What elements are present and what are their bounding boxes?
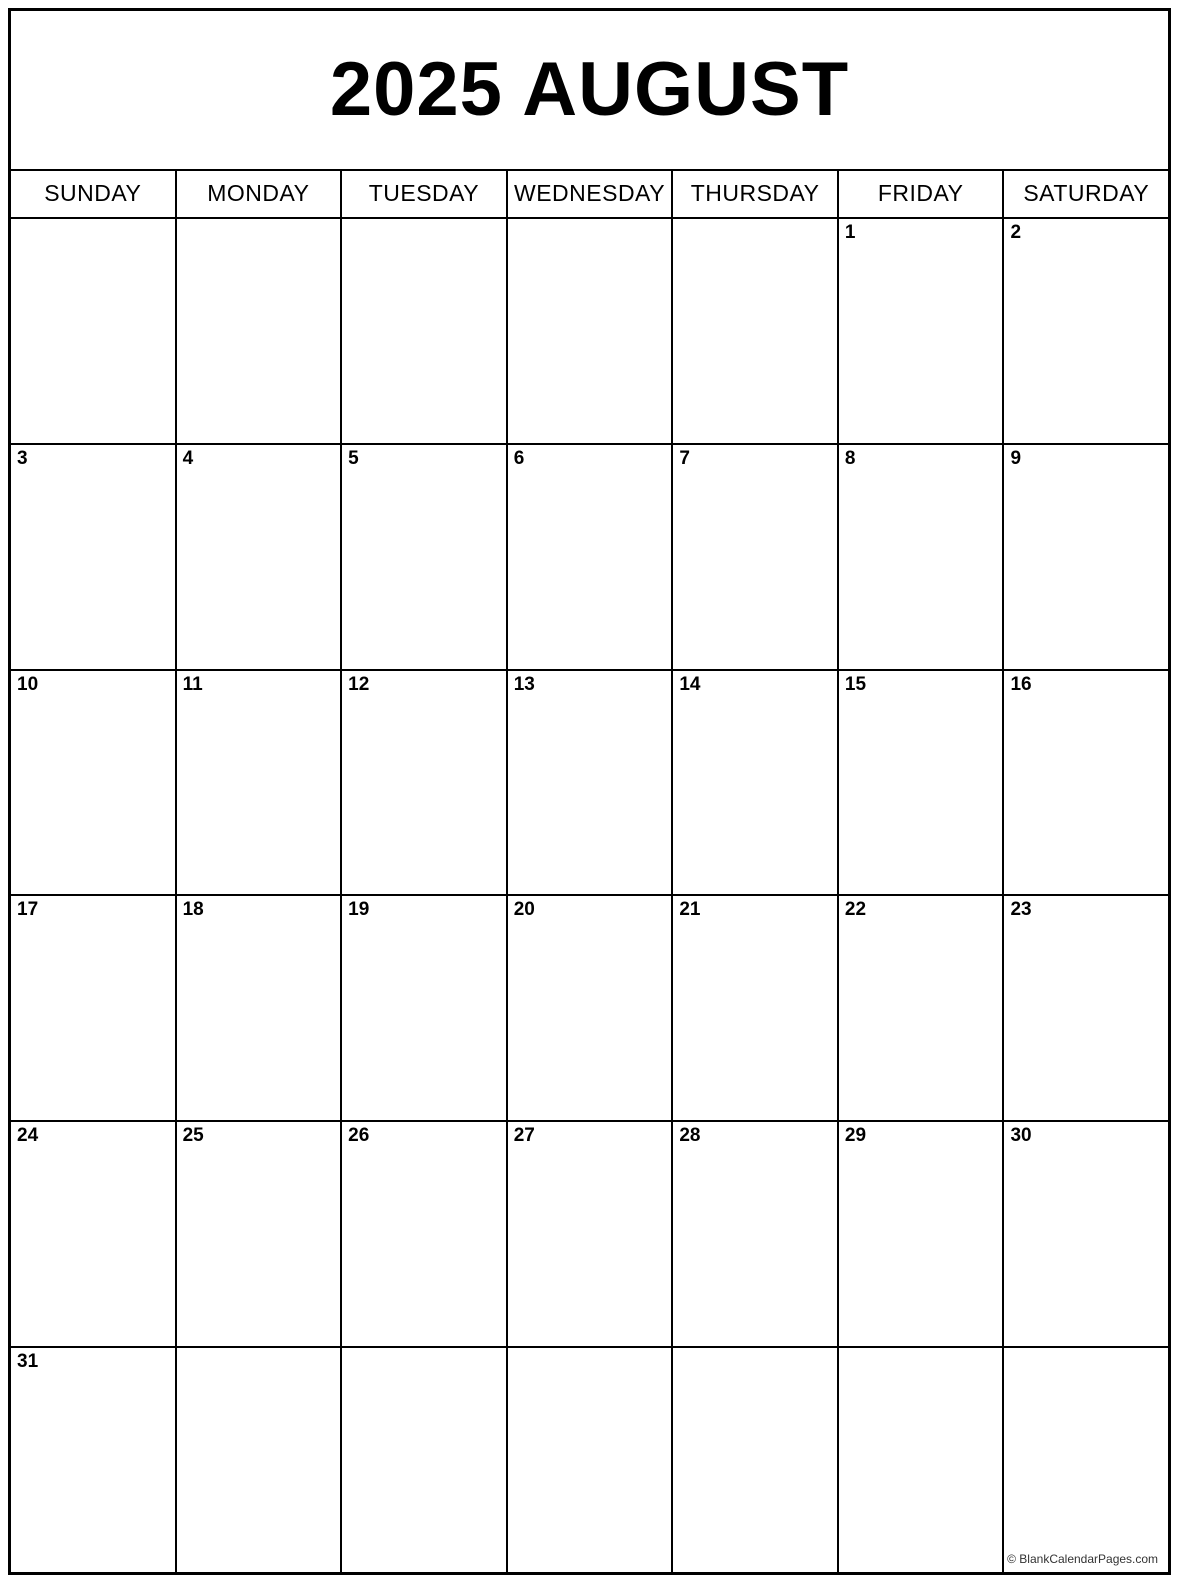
day-cell[interactable] xyxy=(839,896,1005,1120)
calendar-weeks xyxy=(11,219,1168,1572)
day-cell[interactable] xyxy=(11,445,177,669)
day-number: 19 xyxy=(348,899,370,921)
day-cell[interactable] xyxy=(177,219,343,443)
day-cell[interactable] xyxy=(1004,671,1168,895)
weekday-header-tuesday: TUESDAY xyxy=(342,171,508,217)
day-cell[interactable] xyxy=(11,219,177,443)
day-number: 22 xyxy=(844,899,867,921)
day-cell[interactable] xyxy=(11,1348,177,1572)
day-number: 23 xyxy=(1010,899,1032,921)
day-cell[interactable] xyxy=(11,896,177,1120)
weekday-header-thursday: THURSDAY xyxy=(673,171,839,217)
day-cell[interactable] xyxy=(177,445,343,669)
day-cell[interactable] xyxy=(342,896,508,1120)
week-row xyxy=(11,1348,1168,1572)
week-row xyxy=(11,445,1168,671)
day-number: 30 xyxy=(1010,1125,1032,1147)
day-number: 13 xyxy=(513,673,535,695)
day-number: 7 xyxy=(679,447,690,469)
week-row xyxy=(11,896,1168,1122)
day-number: 16 xyxy=(1010,673,1032,695)
day-number: 15 xyxy=(844,673,867,695)
day-cell[interactable] xyxy=(673,1122,839,1346)
day-number: 6 xyxy=(513,447,525,469)
day-number: 1 xyxy=(844,222,856,243)
day-cell[interactable] xyxy=(177,671,343,895)
weekday-header-sunday: SUNDAY xyxy=(11,171,177,217)
day-number: 12 xyxy=(348,673,370,695)
day-cell[interactable] xyxy=(673,219,839,443)
day-cell[interactable] xyxy=(839,1122,1005,1346)
day-cell[interactable] xyxy=(673,445,839,669)
day-number: 28 xyxy=(679,1125,701,1147)
day-cell[interactable] xyxy=(1004,1122,1168,1346)
day-cell[interactable] xyxy=(342,671,508,895)
weekday-header-row xyxy=(11,171,1168,219)
day-cell[interactable] xyxy=(342,1348,508,1572)
day-cell[interactable] xyxy=(1004,896,1168,1120)
day-cell[interactable] xyxy=(508,1348,674,1572)
day-cell[interactable] xyxy=(177,1122,343,1346)
day-number: 29 xyxy=(844,1125,867,1147)
day-number: 4 xyxy=(182,447,194,469)
day-number: 31 xyxy=(17,1351,39,1373)
day-number: 26 xyxy=(348,1125,370,1147)
day-cell[interactable] xyxy=(508,445,674,669)
week-row xyxy=(11,1122,1168,1348)
site-credit: © BlankCalendarPages.com xyxy=(1007,1551,1159,1566)
day-number: 9 xyxy=(1010,447,1022,469)
page-title: 2025 AUGUST xyxy=(329,47,850,132)
day-number: 3 xyxy=(17,447,28,469)
day-cell[interactable] xyxy=(11,671,177,895)
day-number: 24 xyxy=(17,1125,39,1147)
day-cell[interactable] xyxy=(177,1348,343,1572)
day-cell[interactable] xyxy=(177,896,343,1120)
weekday-header-saturday: SATURDAY xyxy=(1023,179,1150,206)
day-cell[interactable] xyxy=(673,671,839,895)
day-number: 21 xyxy=(679,899,701,921)
day-cell[interactable] xyxy=(508,1122,674,1346)
calendar-title-bar xyxy=(11,11,1168,171)
day-cell[interactable] xyxy=(839,1348,1005,1572)
day-cell[interactable] xyxy=(342,445,508,669)
day-number: 5 xyxy=(348,447,359,469)
day-cell[interactable] xyxy=(673,896,839,1120)
week-row xyxy=(11,219,1168,445)
day-cell[interactable] xyxy=(1004,445,1168,669)
day-cell[interactable] xyxy=(1004,1348,1168,1572)
day-number: 2 xyxy=(1010,222,1022,243)
day-cell[interactable] xyxy=(342,1122,508,1346)
day-cell[interactable] xyxy=(11,1122,177,1346)
day-cell[interactable] xyxy=(508,671,674,895)
day-cell[interactable] xyxy=(342,219,508,443)
day-cell[interactable] xyxy=(839,671,1005,895)
day-number: 8 xyxy=(844,447,856,469)
day-cell[interactable] xyxy=(839,445,1005,669)
day-cell[interactable] xyxy=(1004,219,1168,443)
day-number: 17 xyxy=(17,899,39,921)
calendar-page xyxy=(8,8,1171,1575)
day-number: 20 xyxy=(513,899,535,921)
day-cell[interactable] xyxy=(839,219,1005,443)
weekday-header-wednesday: WEDNESDAY xyxy=(508,171,674,217)
weekday-header-monday: MONDAY xyxy=(177,171,343,217)
day-number: 18 xyxy=(182,899,204,921)
weekday-header-friday: FRIDAY xyxy=(839,171,1005,217)
day-number: 11 xyxy=(182,673,203,695)
week-row xyxy=(11,671,1168,897)
day-number: 14 xyxy=(679,673,701,695)
day-number: 27 xyxy=(513,1125,535,1147)
day-cell[interactable] xyxy=(673,1348,839,1572)
day-cell[interactable] xyxy=(508,219,674,443)
day-number: 25 xyxy=(182,1125,204,1147)
day-cell[interactable] xyxy=(508,896,674,1120)
day-number: 10 xyxy=(17,673,39,695)
